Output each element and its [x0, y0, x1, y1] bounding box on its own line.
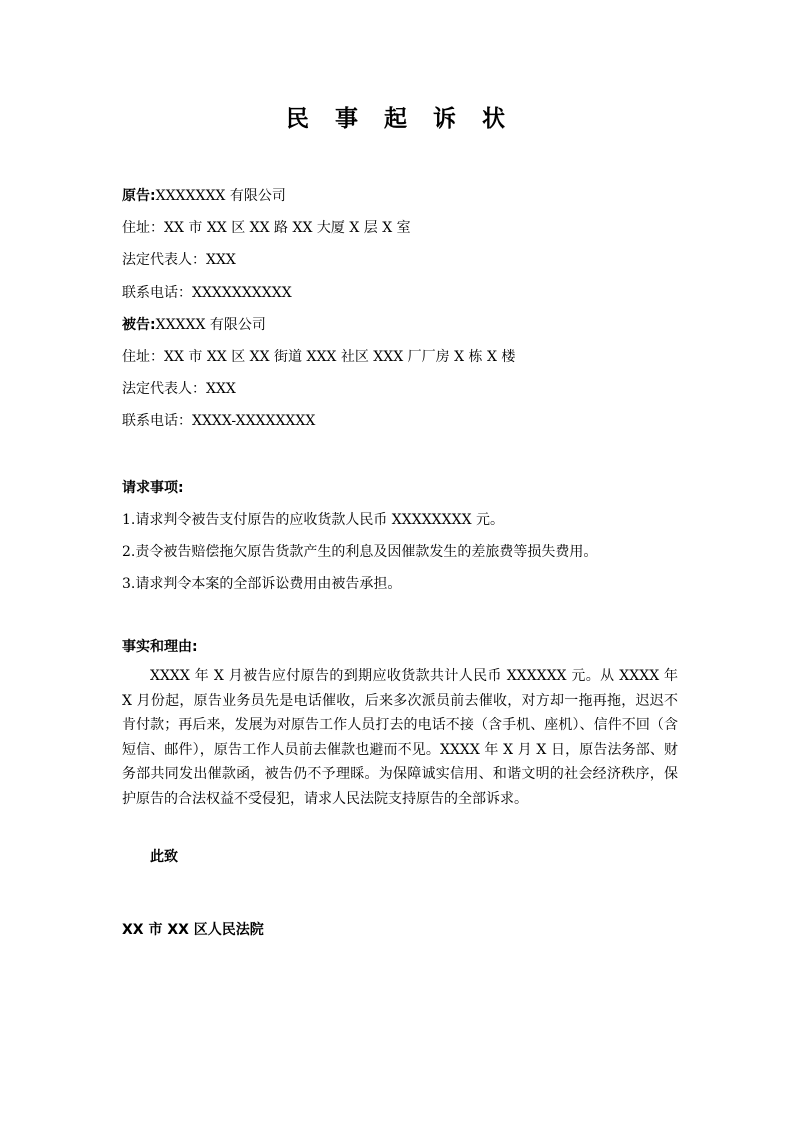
plaintiff-label: 原告: [122, 188, 156, 204]
defendant-line [122, 315, 266, 335]
plaintiff-line [122, 186, 286, 206]
facts-heading: 事实和理由: [122, 639, 198, 655]
claim-item: 2.责令被告赔偿拖欠原告货款产生的利息及因催款发生的差旅费等损失费用。 [122, 544, 598, 560]
plaintiff-name: XXXXXXX 有限公司 [155, 188, 286, 204]
defendant-legal-rep: 法定代表人：XXX [122, 381, 236, 397]
court-name: XX 市 XX 区人民法院 [122, 922, 264, 938]
claim-item: 1.请求判令被告支付原告的应收货款人民币 XXXXXXXX 元。 [122, 512, 504, 528]
defendant-address: 住址：XX 市 XX 区 XX 街道 XXX 社区 XXX 厂厂房 X 栋 X 楼 [122, 349, 516, 365]
facts-body: XXXX 年 X 月被告应付原告的到期应收货款共计人民币 XXXXXX 元。从 XXXX 年 X 月份起，原告业务员先是电话催收，后来多次派员前去催收，对方却一拖再拖，迟迟不肯付款；再后来，发展为对原告工作人员打去的电话不接（含手机、座机）、信件不回（含短信、邮件），原告工作人员前去催款也避而不见。XXXX 年 X 月 X 日，原告法务部、财务部共同发出催款函，被告仍不予理睬。为保障诚实信用、和谐文明的社会经济秩序，保护原告的合法权益不受侵犯，请求人民法院支持原告的全部诉求。 [122, 668, 678, 807]
plaintiff-legal-rep: 法定代表人：XXX [122, 252, 236, 268]
document-title: 民 事 起 诉 状 [285, 106, 515, 132]
defendant-name: XXXXX 有限公司 [155, 317, 266, 333]
defendant-label: 被告: [122, 317, 156, 333]
closing-salutation: 此致 [150, 849, 178, 865]
plaintiff-phone: 联系电话：XXXXXXXXXX [122, 285, 292, 301]
plaintiff-address: 住址：XX 市 XX 区 XX 路 XX 大厦 X 层 X 室 [122, 220, 411, 236]
claims-heading: 请求事项: [122, 480, 184, 496]
claim-item: 3.请求判令本案的全部诉讼费用由被告承担。 [122, 576, 402, 592]
defendant-phone: 联系电话：XXXX-XXXXXXXX [122, 413, 316, 429]
